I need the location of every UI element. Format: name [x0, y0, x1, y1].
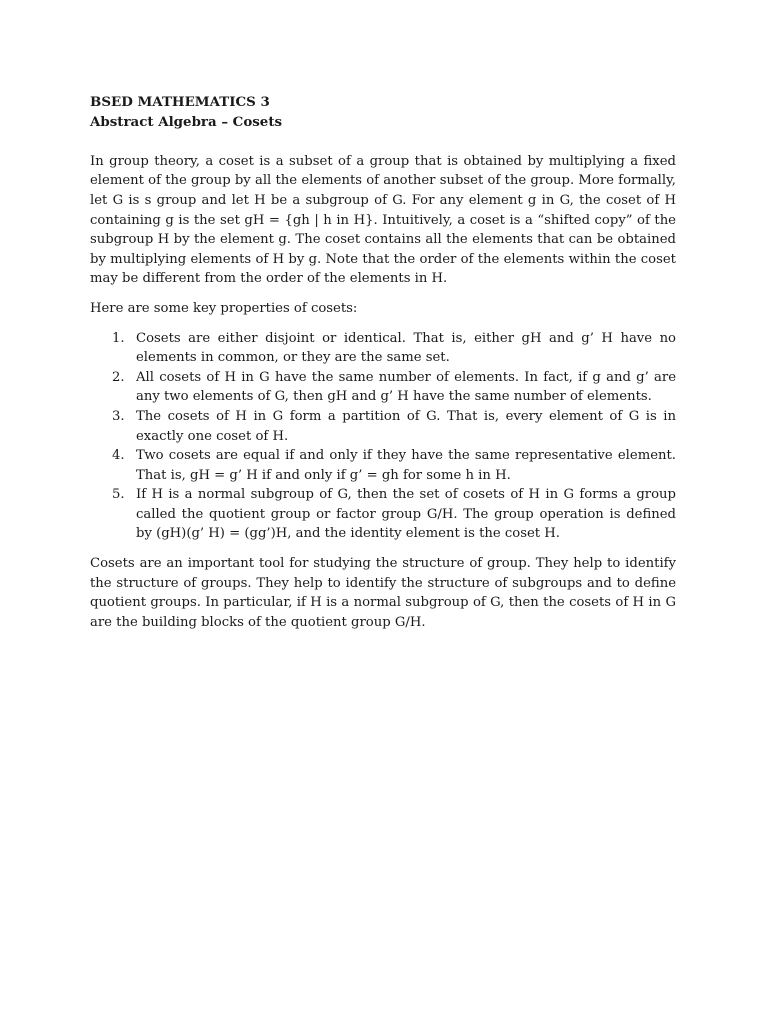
document-subtitle: Abstract Algebra – Cosets — [90, 113, 283, 130]
list-item-number: 2. — [112, 369, 125, 385]
properties-list — [90, 329, 676, 545]
list-item-text: Two cosets are equal if and only if they have the same representative element. That is, gH = g’ H if and only if g’ = gh for some h in H. — [136, 448, 676, 483]
list-item-number: 3. — [112, 408, 125, 424]
list-item-number: 1. — [112, 330, 125, 346]
list-item-number: 5. — [112, 487, 125, 503]
course-heading: BSED MATHEMATICS 3 — [90, 94, 270, 110]
list-item-text: If H is a normal subgroup of G, then the set of cosets of H in G forms a group called the quotient group or factor group G/H. The group operation is defined by (gH)(g’ H) = (gg’)H, and the identity element is the coset H. — [136, 487, 676, 542]
list-item — [90, 329, 676, 368]
list-item — [90, 407, 676, 446]
conclusion-paragraph: Cosets are an important tool for studying the structure of group. They help to identify the structure of groups. They help to identify the structure of subgroups and to define quotient groups. In particular, if H is a normal subgroup of G, then the cosets of H in G are the building blocks of the quotient group G/H. — [90, 556, 676, 630]
list-item-text: Cosets are either disjoint or identical. That is, either gH and g’ H have no elements in common, or they are the same set. — [136, 330, 676, 366]
properties-intro: Here are some key properties of cosets: — [90, 300, 358, 316]
list-item-number: 4. — [112, 448, 125, 464]
list-item — [90, 485, 676, 544]
document-page — [90, 93, 676, 632]
intro-paragraph: In group theory, a coset is a subset of a group that is obtained by multiplying a fixed element of the group by all the elements of another subset of the group. More formally, let G is s group and let H be a subgroup of G. For any element g in G, the coset of H containing g is the set gH = {gh | h in H}. Intuitively, a coset is a “shifted copy” of the subgroup H by the element g. The coset contains all the elements that can be obtained by multiplying elements of H by g. Note that the order of the elements within the coset may be different from the order of the elements in H. — [90, 153, 676, 287]
list-item-text: The cosets of H in G form a partition of G. That is, every element of G is in exactly one coset of H. — [136, 408, 676, 444]
list-item — [90, 368, 676, 407]
list-item — [90, 446, 676, 485]
list-item-text: All cosets of H in G have the same number of elements. In fact, if g and g’ are any two elements of G, then gH and g’ H have the same number of elements. — [136, 369, 676, 405]
